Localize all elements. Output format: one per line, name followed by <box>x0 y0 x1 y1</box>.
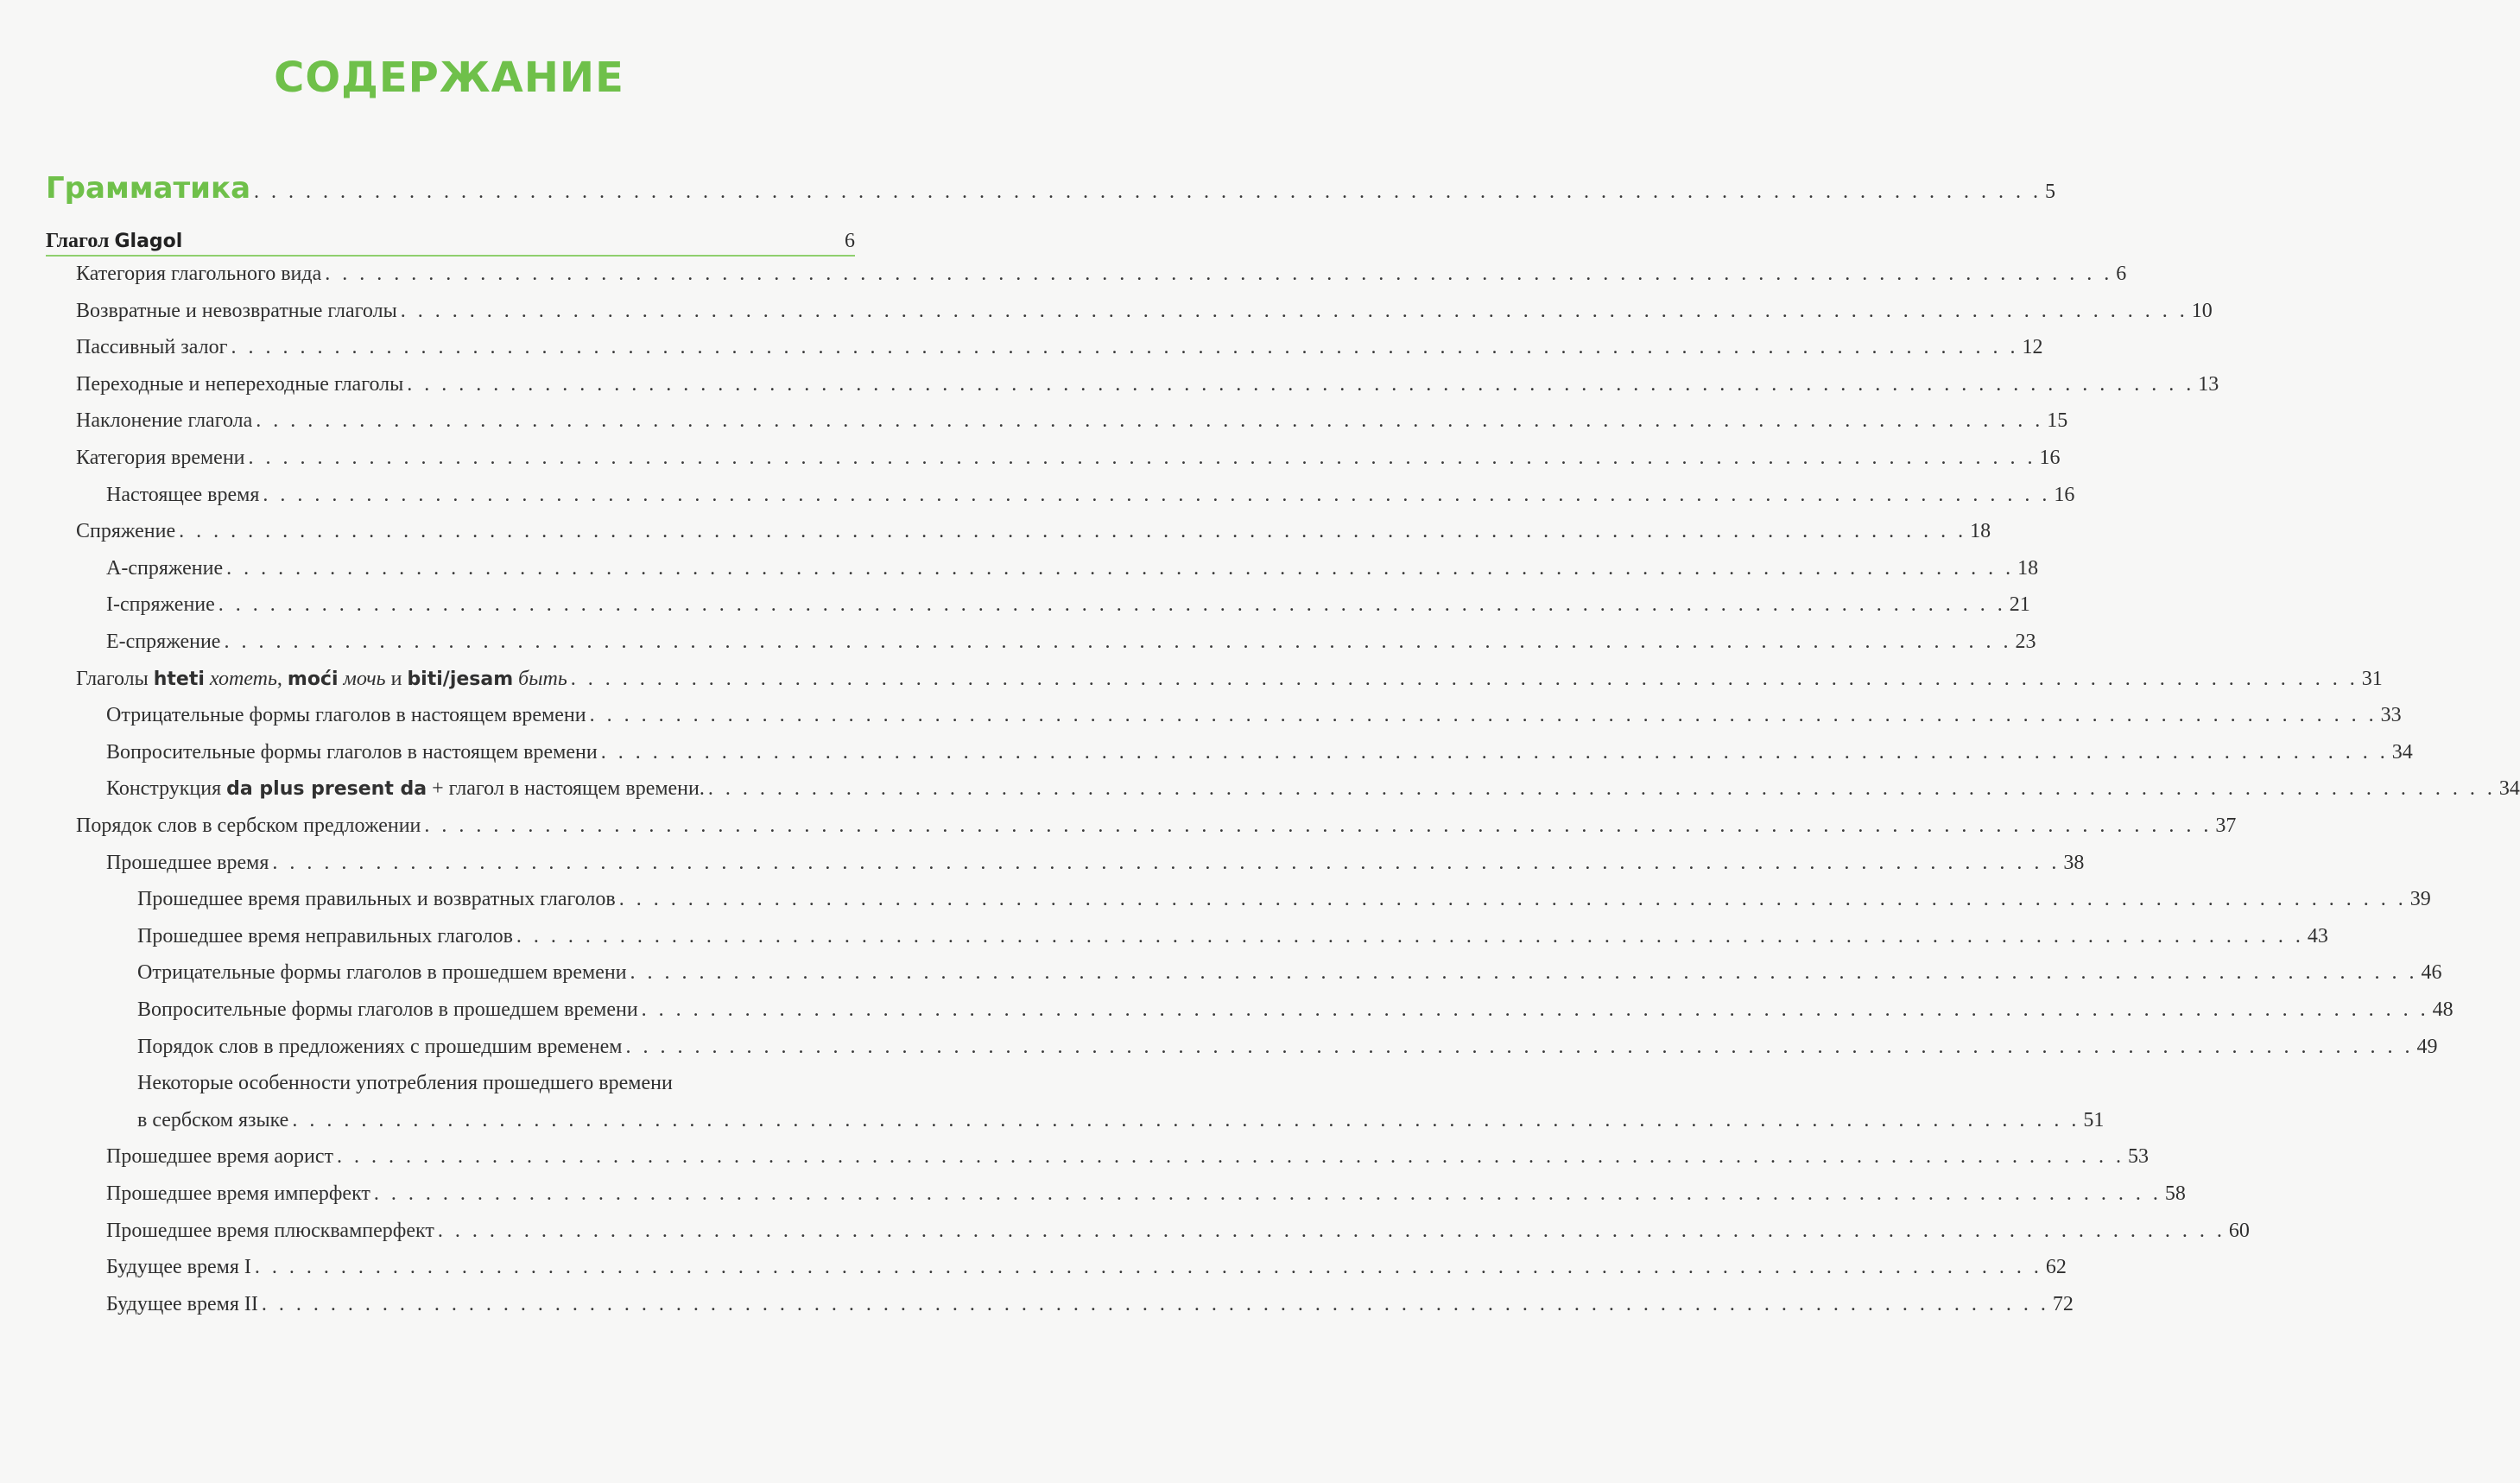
serbian-verb: moći <box>287 668 339 690</box>
leader-dots: . . . . . . . . . . . . . . . . . . . . . . . . . . . . . . . . . . . . . . . . . . . . . . . . . . . . . . . . . . . . . . . . . . . . . . . . . . . . . . . . . . . . . . . . . . . . . . . . . . . . . . . . <box>516 924 2304 947</box>
toc-entry[interactable] <box>106 1182 2186 1217</box>
page-number: 34 <box>2498 777 2520 801</box>
leader-dots: . . . . . . . . . . . . . . . . . . . . . . . . . . . . . . . . . . . . . . . . . . . . . . . . . . . . . . . . . . . . . . . . . . . . . . . . . . . . . . . . . . . . . . . . . . . . . . . . . . . . . . . . <box>337 1145 2124 1169</box>
page-number: 21 <box>2009 593 2030 617</box>
page-number: 43 <box>2307 924 2328 947</box>
toc-entry[interactable] <box>137 888 2431 922</box>
toc-entry[interactable] <box>76 409 2068 444</box>
entry-label <box>76 668 567 691</box>
toc-entry-first-line[interactable]: Некоторые особенности употребления прошедшего времени <box>137 1072 673 1095</box>
leader-dots: . . . . . . . . . . . . . . . . . . . . . . . . . . . . . . . . . . . . . . . . . . . . . . . . . . . . . . . . . . . . . . . . . . . . . . . . . . . . . . . . . . . . . . . . . . . . . . . . . . . . . . . . <box>224 631 2012 653</box>
verb-line-text: , <box>276 667 288 690</box>
verb-line-text: Глаголы <box>76 667 154 690</box>
leader-dots: . . . . . . . . . . . . . . . . . . . . . . . . . . . . . . . . . . . . . . . . . . . . . . . . . . . . . . . . . . . . . . . . . . . . . . . . . . . . . . . . . . . . . . . . . . . . . . . . . . . . . . . . <box>618 888 2407 911</box>
entry-label <box>106 777 705 801</box>
leader-dots: . . . . . . . . . . . . . . . . . . . . . . . . . . . . . . . . . . . . . . . . . . . . . . . . . . . . . . . . . . . . . . . . . . . . . . . . . . . . . . . . . . . . . . . . . . . . . . . . . . . . . . . . <box>407 372 2195 396</box>
toc-entry[interactable] <box>106 851 2085 886</box>
leader-dots: . . . . . . . . . . . . . . . . . . . . . . . . . . . . . . . . . . . . . . . . . . . . . . . . . . . . . . . . . . . . . . . . . . . . . . . . . . . . . . . . . . . . . . . . . . . . . . . . . . . . . . . . <box>254 1256 2042 1279</box>
page-number: 38 <box>2063 851 2085 874</box>
toc-entry[interactable] <box>76 372 2219 408</box>
leader-dots: . . . . . . . . . . . . . . . . . . . . . . . . . . . . . . . . . . . . . . . . . . . . . . . . . . . . . . . . . . . . . . . . . . . . . . . . . . . . . . . . . . . . . . . . . . . . . . . . . . . . . . . . <box>263 483 2051 506</box>
page-number: 51 <box>2083 1108 2105 1131</box>
page-number: 72 <box>2052 1292 2074 1315</box>
page-number: 58 <box>2164 1182 2186 1205</box>
leader-dots: . . . . . . . . . . . . . . . . . . . . . . . . . . . . . . . . . . . . . . . . . . . . . . . . . . . . . . . . . . . . . . . . . . . . . . . . . . . . . . . . . . . . . . . . . . . . . . . . . . . . . . . . <box>400 299 2188 322</box>
entry-label: Переходные и непереходные глаголы <box>76 372 404 396</box>
chapter-label-ru: Глагол <box>46 230 115 252</box>
leader-dots: . . . . . . . . . . . . . . . . . . . . . . . . . . . . . . . . . . . . . . . . . . . . . . . . . . . . . . . . . . . . . . . . . . . . . . . . . . . . . . . . . . . . . . . . . . . . . . . . . . . . . . . . <box>226 556 2015 580</box>
entry-label: Пассивный залог <box>76 336 228 359</box>
entry-label: Вопросительные формы глаголов в настоящем времени <box>106 740 598 764</box>
page-number: 39 <box>2409 888 2431 911</box>
toc-entry[interactable] <box>137 1108 2105 1144</box>
page-number: 10 <box>2191 299 2213 322</box>
toc-entry[interactable] <box>106 593 2030 628</box>
entry-label: Будущее время I <box>106 1256 251 1279</box>
leader-dots: . . . . . . . . . . . . . . . . . . . . . . . . . . . . . . . . . . . . . . . . . . . . . . . . . . . . . . . . . . . . . . . . . . . . . . . . . . . . . . . . . . . . . . . . . . . . . . . . . . . . . . . . <box>272 851 2061 874</box>
entry-label: Порядок слов в предложениях с прошедшим временем <box>137 1035 623 1058</box>
leader-dots: . . . . . . . . . . . . . . . . . . . . . . . . . . . . . . . . . . . . . . . . . . . . . . . . . . . . . . . . . . . . . . . . . . . . . . . . . . . . . . . . . . . . . . . . . . . . . . . . . . . . . . . . <box>179 520 1967 543</box>
serbian-verb: biti/jesam <box>407 668 514 690</box>
entry-label: Категория времени <box>76 447 245 469</box>
leader-dots: . . . . . . . . . . . . . . . . . . . . . . . . . . . . . . . . . . . . . . . . . . . . . . . . . . . . . . . . . . . . . . . . . . . . . . . . . . . . . . . . . . . . . . . . . . . . . . . . . . . . . . . . <box>625 1035 2414 1058</box>
construct-text: Конструкция <box>106 777 227 801</box>
toc-entry[interactable] <box>106 1292 2074 1328</box>
entry-label: Будущее время II <box>106 1292 258 1315</box>
verb-line-text: и <box>385 667 408 690</box>
page-number: 18 <box>1970 520 1991 543</box>
leader-dots: . . . . . . . . . . . . . . . . . . . . . . . . . . . . . . . . . . . . . . . . . . . . . . . . . . . . . . . . . . . . . . . . . . . . . . . . . . . . . . . . . . . . . . . . . . . . . . . . . . . . . . . . <box>589 704 2378 727</box>
entry-label: Порядок слов в сербском предложении <box>76 814 421 837</box>
toc-entry[interactable] <box>137 961 2442 996</box>
entry-label: Прошедшее время аорист <box>106 1145 333 1169</box>
entry-label: Прошедшее время имперфект <box>106 1182 370 1205</box>
leader-dots: . . . . . . . . . . . . . . . . . . . . . . . . . . . . . . . . . . . . . . . . . . . . . . . . . . . . . . . . . . . . . . . . . . . . . . . . . . . . . . . . . . . . . . . . . . . . . . . . . . . . . . . . <box>630 961 2418 985</box>
page-number: 6 <box>2116 263 2127 285</box>
page-number: 13 <box>2198 372 2219 396</box>
page-title: СОДЕРЖАНИЕ <box>274 54 624 102</box>
chapter-label-sr: Glagol <box>114 231 183 252</box>
leader-dots: . . . . . . . . . . . . . . . . . . . . . . . . . . . . . . . . . . . . . . . . . . . . . . . . . . . . . . . . . . . . . . . . . . . . . . . . . . . . . . . . . . . . . . . . . . . . . . . . . . . . . . . . <box>373 1182 2162 1205</box>
toc-entry[interactable] <box>106 631 2036 665</box>
leader-dots: . . . . . . . . . . . . . . . . . . . . . . . . . . . . . . . . . . . . . . . . . . . . . . . . . . . . . . . . . . . . . . . . . . . . . . . . . . . . . . . . . . . . . . . . . . . . . . . . . . . . . . . . <box>570 667 2359 690</box>
toc-entry[interactable] <box>106 704 2402 738</box>
page-number: 23 <box>2015 631 2036 653</box>
page-number: 34 <box>2391 740 2413 764</box>
page-number: 49 <box>2416 1035 2438 1058</box>
entry-label: Наклонение глагола <box>76 409 253 433</box>
entry-label: Вопросительные формы глаголов в прошедшем времени <box>137 998 638 1021</box>
leader-dots: . . . . . . . . . . . . . . . . . . . . . . . . . . . . . . . . . . . . . . . . . . . . . . . . . . . . . . . . . . . . . . . . . . . . . . . . . . . . . . . . . . . . . . . . . . . . . . . . . . . . . . . . <box>231 336 2019 359</box>
toc-chapter-verb[interactable] <box>46 230 855 257</box>
leader-dots: . . . . . . . . . . . . . . . . . . . . . . . . . . . . . . . . . . . . . . . . . . . . . . . . . . . . . . . . . . . . . . . . . . . . . . . . . . . . . . . . . . . . . . . . . . . . . . . . . . . . . . . . <box>261 1292 2049 1315</box>
toc-entry[interactable] <box>76 299 2213 334</box>
entry-label: Настоящее время <box>106 483 260 506</box>
toc-entry[interactable] <box>106 777 2520 812</box>
page-number: 53 <box>2128 1145 2149 1169</box>
serbian-verb: hteti <box>153 668 205 690</box>
toc-entry[interactable] <box>106 1219 2250 1254</box>
toc-entry[interactable] <box>76 336 2043 371</box>
entry-label: Отрицательные формы глаголов в прошедшем времени <box>137 961 627 985</box>
entry-label: Возвратные и невозвратные глаголы <box>76 299 397 322</box>
entry-label: Прошедшее время неправильных глаголов <box>137 924 513 947</box>
page-number: 5 <box>2045 181 2056 203</box>
toc-entry[interactable] <box>106 556 2039 592</box>
leader-dots: . . . . . . . . . . . . . . . . . . . . . . . . . . . . . . . . . . . . . . . . . . . . . . . . . . . . . . . . . . . . . . . . . . . . . . . . . . . . . . . . . . . . . . . . . . . . . . . . . . . . . . . . <box>707 777 2496 801</box>
page-number: 48 <box>2432 998 2454 1021</box>
page-number: 16 <box>2039 447 2061 469</box>
entry-label: А-спряжение <box>106 556 224 580</box>
entry-label: в сербском языке <box>137 1108 289 1131</box>
toc-entry[interactable] <box>137 1035 2438 1070</box>
leader-dots: . . . . . . . . . . . . . . . . . . . . . . . . . . . . . . . . . . . . . . . . . . . . . . . . . . . . . . . . . . . . . . . . . . . . . . . . . . . . . . . . . . . . . . . . . . . . . . . . . . . . . . . . <box>424 814 2213 837</box>
page-number: 31 <box>2361 667 2383 690</box>
serbian-construct: da plus present da <box>226 778 427 801</box>
leader-dots: . . . . . . . . . . . . . . . . . . . . . . . . . . . . . . . . . . . . . . . . . . . . . . . . . . . . . . . . . . . . . . . . . . . . . . . . . . . . . . . . . . . . . . . . . . . . . . . . . . . . . . . . <box>600 740 2389 764</box>
entry-label: I-спряжение <box>106 593 215 617</box>
leader-dots: . . . . . . . . . . . . . . . . . . . . . . . . . . . . . . . . . . . . . . . . . . . . . . . . . . . . . . . . . . . . . . . . . . . . . . . . . . . . . . . . . . . . . . . . . . . . . . . . . . . . . . . . <box>218 593 2006 617</box>
leader-dots: . . . . . . . . . . . . . . . . . . . . . . . . . . . . . . . . . . . . . . . . . . . . . . . . . . . . . . . . . . . . . . . . . . . . . . . . . . . . . . . . . . . . . . . . . . . . . . . . . . . . . . . . <box>256 409 2044 433</box>
chapter-label <box>46 230 182 253</box>
leader-dots: . . . . . . . . . . . . . . . . . . . . . . . . . . . . . . . . . . . . . . . . . . . . . . . . . . . . . . . . . . . . . . . . . . . . . . . . . . . . . . . . . . . . . . . . . . . . . . . . . . . . . . . . <box>641 998 2429 1021</box>
leader-dots: . . . . . . . . . . . . . . . . . . . . . . . . . . . . . . . . . . . . . . . . . . . . . . . . . . . . . . . . . . . . . . . . . . . . . . . . . . . . . . . . . . . . . . . . . . . . . . . . . . . . . . . . <box>248 447 2036 469</box>
leader-dots: . . . . . . . . . . . . . . . . . . . . . . . . . . . . . . . . . . . . . . . . . . . . . . . . . . . . . . . . . . . . . . . . . . . . . . . . . . . . . . . . . . . . . . . . . . . . . . . . . . . . . . . . <box>254 181 2042 203</box>
entry-label: Прошедшее время правильных и возвратных глаголов <box>137 888 616 911</box>
entry-label: Категория глагольного вида <box>76 263 322 285</box>
russian-translation: быть <box>513 667 567 690</box>
russian-translation: хотеть <box>204 667 277 690</box>
leader-dots: . . . . . . . . . . . . . . . . . . . . . . . . . . . . . . . . . . . . . . . . . . . . . . . . . . . . . . . . . . . . . . . . . . . . . . . . . . . . . . . . . . . . . . . . . . . . . . . . . . . . . . . . <box>437 1219 2226 1242</box>
toc-entry[interactable] <box>106 1256 2067 1290</box>
toc-entry[interactable] <box>76 814 2237 849</box>
entry-label: Спряжение <box>76 520 176 543</box>
page-number: 46 <box>2421 961 2442 985</box>
entry-label: Е-спряжение <box>106 631 221 653</box>
russian-translation: мочь <box>338 667 386 690</box>
construct-text: + глагол в настоящем времени. <box>427 777 705 801</box>
toc-entry[interactable] <box>137 998 2454 1033</box>
toc-entry[interactable] <box>76 520 1991 555</box>
toc-section-grammar[interactable] <box>46 171 2056 206</box>
page-number: 62 <box>2045 1256 2067 1279</box>
toc-entry[interactable] <box>76 263 2127 297</box>
page-number: 12 <box>2022 336 2043 359</box>
toc-entry[interactable] <box>106 1145 2149 1180</box>
page-number: 60 <box>2228 1219 2250 1242</box>
page-number: 6 <box>845 230 855 252</box>
toc-entry[interactable] <box>76 447 2061 481</box>
page-number: 37 <box>2215 814 2237 837</box>
entry-label: Отрицательные формы глаголов в настоящем времени <box>106 704 586 727</box>
toc-entry[interactable] <box>106 483 2075 518</box>
page-number: 16 <box>2054 483 2075 506</box>
section-label: Грамматика <box>46 171 251 206</box>
entry-label: Прошедшее время плюсквамперфект <box>106 1219 434 1242</box>
toc-entry[interactable] <box>106 740 2413 776</box>
toc-entry[interactable] <box>137 924 2328 960</box>
page-number: 18 <box>2017 556 2039 580</box>
leader-dots: . . . . . . . . . . . . . . . . . . . . . . . . . . . . . . . . . . . . . . . . . . . . . . . . . . . . . . . . . . . . . . . . . . . . . . . . . . . . . . . . . . . . . . . . . . . . . . . . . . . . . . . . <box>325 263 2113 285</box>
toc-entry[interactable] <box>76 667 2383 702</box>
page-number: 15 <box>2047 409 2068 433</box>
page-number: 33 <box>2380 704 2402 727</box>
entry-label: Прошедшее время <box>106 851 269 874</box>
leader-dots: . . . . . . . . . . . . . . . . . . . . . . . . . . . . . . . . . . . . . . . . . . . . . . . . . . . . . . . . . . . . . . . . . . . . . . . . . . . . . . . . . . . . . . . . . . . . . . . . . . . . . . . . <box>292 1108 2080 1131</box>
